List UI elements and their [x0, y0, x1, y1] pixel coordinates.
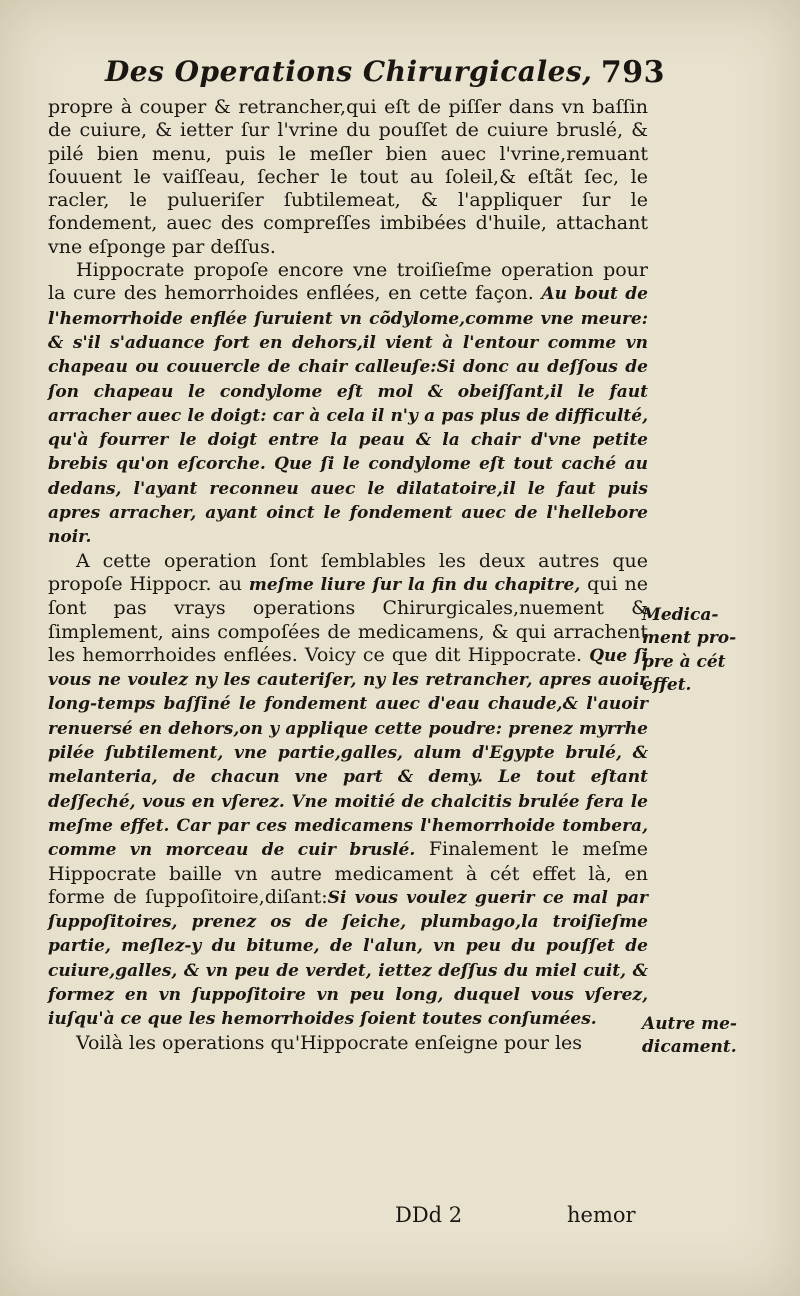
- margin-note-2-line: dicament.: [642, 1037, 737, 1058]
- margin-note-1-line: Medica-: [642, 605, 719, 625]
- paragraph-1: propre à couper & retrancher,qui eſt de piſſer dans vn baſſin de cuiure, & ietter ſur l'vrine du pouſſet de cuiure bruslé, & pilé bien menu, puis le meſler bien auec l'vrine,remuant ſouuent le vaiſſeau, ſecher le tout au ſoleil,& eſtãt ſec, le racler, le pulueriſer ſubtilemeat, & l'appliquer ſur le fondement, auec des compreſſes imbibées d'huile, attachant vne eſponge par deſſus.: [48, 96, 648, 258]
- paragraph-2-text: Hippocrate propoſe encore vne troiſieſme operation pour la cure des hemorrhoides enflées, en cette façon.: [48, 259, 648, 305]
- margin-note-2-line: Autre me-: [642, 1014, 737, 1034]
- catchword: hemor: [567, 1203, 636, 1227]
- signature-mark: DDd 2: [395, 1203, 463, 1227]
- paragraph-3-text-a: A cette operation ſont ſemblables les deux autres que propoſe Hippocr. au: [48, 549, 648, 595]
- margin-note-1-line: effet.: [642, 674, 692, 695]
- page-number: 793: [600, 55, 665, 90]
- running-head: [105, 55, 665, 88]
- hippocrates-quote-2: Que ſi vous ne voulez ny les cauteriſer, ny les retrancher, apres auoir long-temps baſſiné le fondement auec d'eau chaude,& l'auoir renuersé en dehors,on y applique cette poudre: prenez myrrhe pilée ſubtilement, vne partie,galles, alum d'Egypte brulé, & melanteria, de chacun vne part & demy. Le tout eſtant deſſeché, vous en vſerez. Vne moitié de chalcitis brulée fera le meſme effet. Car par ces medicamens l'hemorrhoide tombera, comme vn morceau de cuir bruslé.: [48, 645, 648, 861]
- hippocrates-quote-1: Au bout de l'hemorrhoide enflée ſuruient vn cõdylome,comme vne meure: & s'il s'aduance fort en dehors,il vient à l'entour comme vn chapeau ou couuercle de chair calleuſe:Si donc au deſſous de ſon chapeau le condylome eſt mol & obeiſſant,il le faut arracher auec le doigt: car à cela il n'y a pas plus de difficulté, qu'à fourrer le doigt entre la peau & la chair d'vne petite brebis qu'on eſcorche. Que ſi le condylome eſt tout caché au dedans, l'ayant reconneu auec le dilatatoire,il le faut puis apres arracher, ayant oinct le fondement auec de l'hellebore noir.: [48, 284, 648, 548]
- margin-note-1-line: pre à cét: [642, 651, 726, 672]
- margin-note-1: [642, 604, 792, 697]
- paragraph-3-text-b: qui ne ſont pas vrays operations Chirurgicales,nuement & ſimplement, ains compoſées de medicamens, & qui arrachent les hemorrhoides enflées. Voicy ce que dit Hippocrate.: [48, 572, 648, 666]
- hippocrates-quote-3: Si vous voulez guerir ce mal par ſuppoſitoires, prenez os de ſeiche, plumbago,la troiſieſme partie, meſlez-y du bitume, de l'alun, vn peu du pouſſet de cuiure,galles, & vn peu de verdet, iettez deſſus du miel cuit, & formez en vn ſuppoſitoire vn peu long, duquel vous vſerez, iuſqu'à ce que les hemorrhoides ſoient toutes conſumées.: [48, 887, 648, 1030]
- source-reference: meſme liure ſur la fin du chapitre,: [248, 574, 581, 595]
- paragraph-2: [48, 259, 648, 550]
- paragraph-3: [48, 550, 648, 1032]
- running-title: Des Operations Chirurgicales,: [105, 55, 593, 88]
- paragraph-4: Voilà les operations qu'Hippocrate enſeigne pour les: [76, 1031, 583, 1054]
- margin-note-2: [642, 1013, 792, 1060]
- paragraph-3-text-c: Finalement le meſme Hippocrate baille vn autre medicament à cét effet là, en forme de ſuppoſitoire,diſant:: [48, 838, 648, 908]
- margin-note-1-line: ment pro-: [642, 628, 737, 649]
- text-block: [48, 96, 648, 1055]
